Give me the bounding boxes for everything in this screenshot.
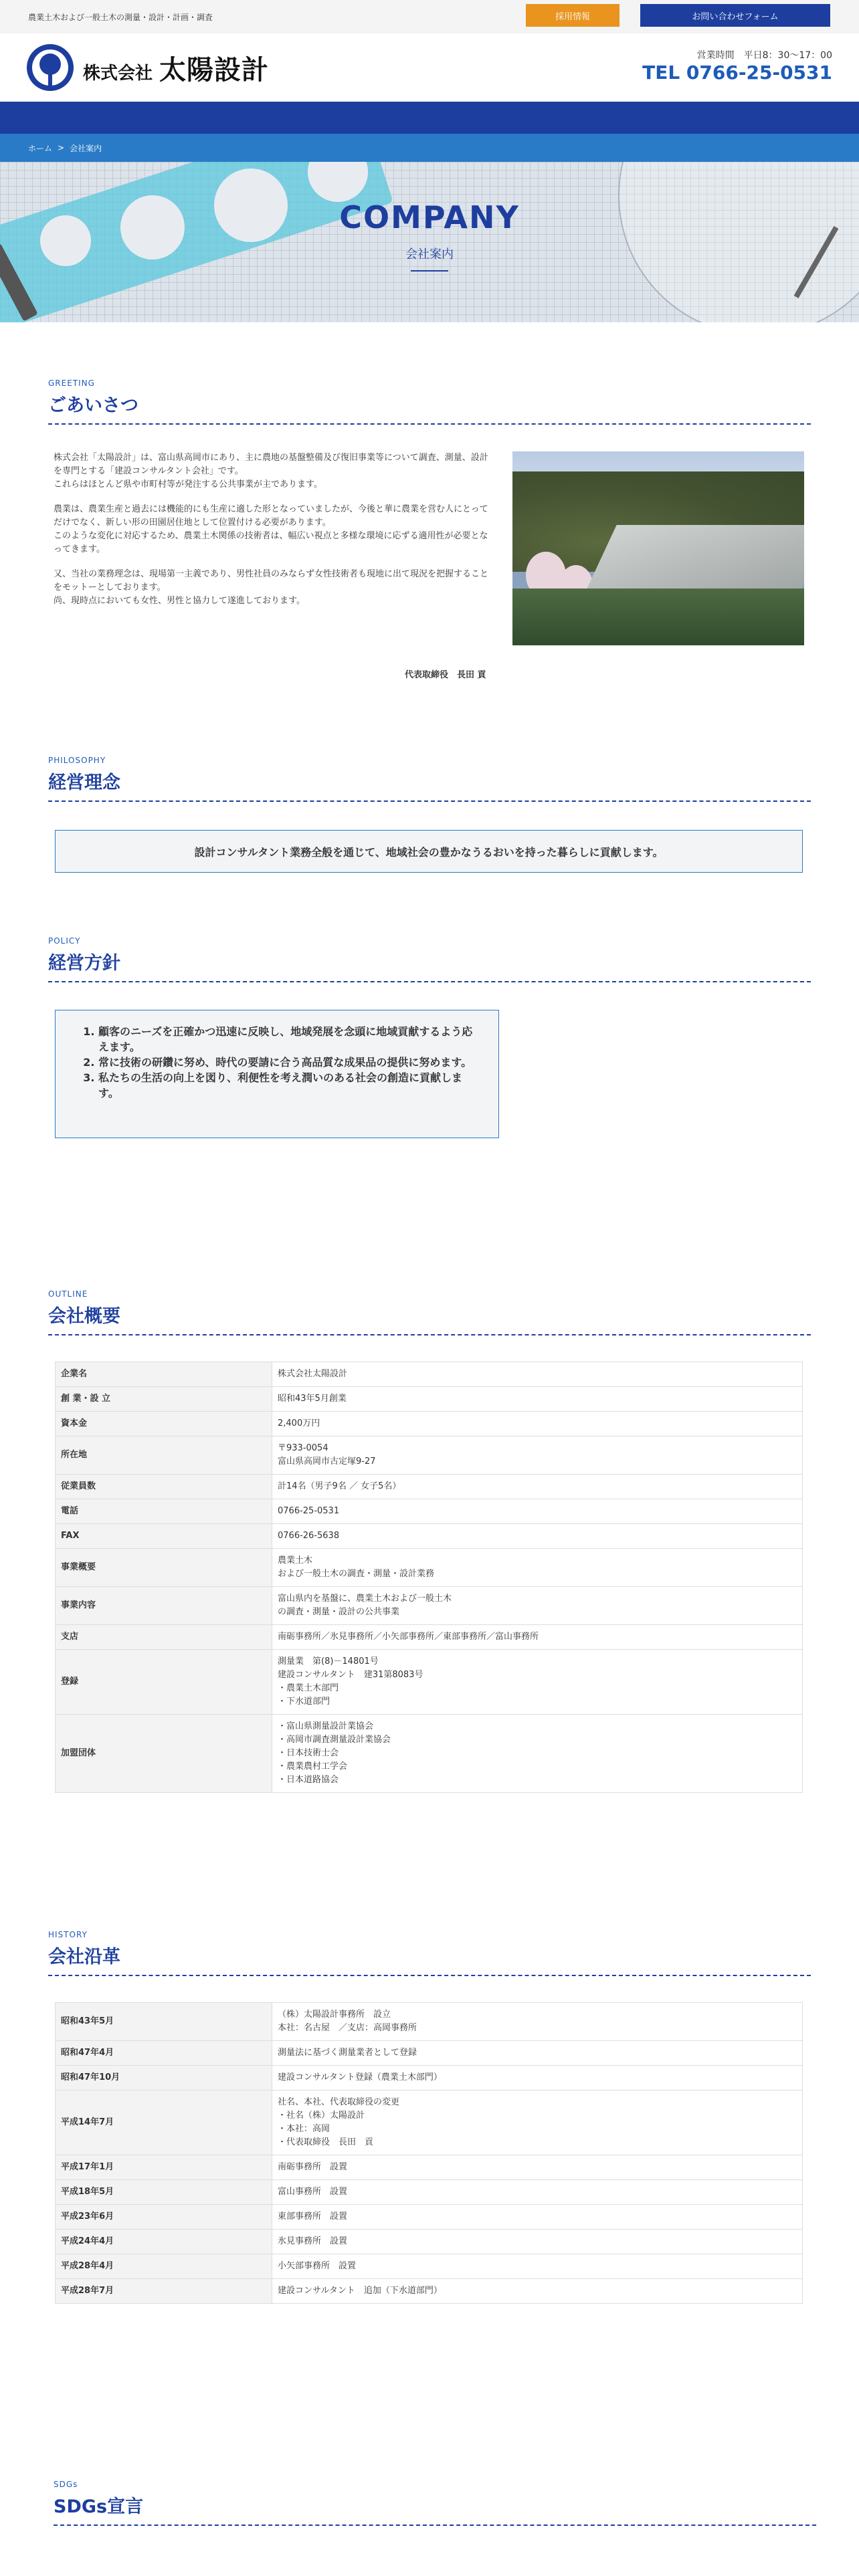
value-line: 0766-25-0531 <box>278 1506 340 1516</box>
top-bar <box>0 0 859 33</box>
section-title: 経営理念 <box>48 772 120 793</box>
row-label: 平成24年4月 <box>56 2230 272 2254</box>
table-row <box>56 2155 803 2180</box>
row-value <box>272 2254 803 2279</box>
company-history-table <box>55 2002 803 2304</box>
row-value <box>272 1650 803 1715</box>
table-row <box>56 1387 803 1412</box>
breadcrumb-separator: > <box>58 143 65 152</box>
value-line: ・富山県測量設計業協会 <box>278 1721 374 1731</box>
greeting-heading <box>48 379 811 425</box>
site-header <box>0 33 859 102</box>
sun-logo-icon <box>27 44 74 91</box>
table-row <box>56 1715 803 1793</box>
page-hero <box>0 162 859 322</box>
policy-heading <box>48 936 811 982</box>
section-title: 会社沿革 <box>48 1947 120 1967</box>
global-nav <box>0 102 859 134</box>
value-line: 南砺事務所／氷見事務所／小矢部事務所／東部事務所／富山事務所 <box>278 1632 539 1642</box>
row-label: 平成28年7月 <box>56 2279 272 2304</box>
value-line: ・本社：高岡 <box>278 2124 330 2134</box>
row-label: 従業員数 <box>56 1475 272 1499</box>
logo-prefix: 株式会社 <box>83 63 153 84</box>
row-label: 事業内容 <box>56 1587 272 1625</box>
value-line: 富山県内を基盤に、農業土木および一般土木 <box>278 1594 452 1604</box>
row-label: 昭和43年5月 <box>56 2003 272 2041</box>
value-line: ・下水道部門 <box>278 1697 330 1707</box>
table-row <box>56 1475 803 1499</box>
value-line: 測量法に基づく測量業者として登録 <box>278 2048 417 2058</box>
value-line: 2,400万円 <box>278 1418 320 1428</box>
row-label: FAX <box>56 1524 272 1549</box>
sdgs-heading <box>54 2480 816 2526</box>
row-label: 企業名 <box>56 1362 272 1387</box>
table-row <box>56 2279 803 2304</box>
section-label-en: GREETING <box>48 379 95 388</box>
page-subtitle: 会社案内 <box>405 247 454 261</box>
history-heading <box>48 1930 811 1976</box>
dam-landscape-image <box>512 451 804 645</box>
row-label: 事業概要 <box>56 1549 272 1587</box>
section-divider <box>48 800 811 802</box>
table-row <box>56 1650 803 1715</box>
row-label: 昭和47年4月 <box>56 2041 272 2066</box>
greeting-paragraph: 又、当社の業務理念は、現場第一主義であり、男性社員のみならず女性技術者も現地に出て現況を把握することをモットーとしております。 尚、現時点においても女性、男性と協力して遂進しております。 <box>54 569 489 606</box>
table-row <box>56 1499 803 1524</box>
value-line: 南砺事務所 設置 <box>278 2162 348 2172</box>
section-label-en: POLICY <box>48 936 81 946</box>
table-row <box>56 2090 803 2155</box>
recruit-button[interactable]: 採用情報 <box>526 4 619 27</box>
policy-item: 3. 私たちの生活の向上を図り、利便性を考え潤いのある社会の創造に貢献します。 <box>98 1070 482 1101</box>
row-label: 平成18年5月 <box>56 2180 272 2205</box>
value-line: 建設コンサルタント 追加（下水道部門） <box>278 2286 442 2296</box>
row-label: 平成28年4月 <box>56 2254 272 2279</box>
row-label: 登録 <box>56 1650 272 1715</box>
value-line: ・農業土木部門 <box>278 1683 339 1693</box>
phone-link[interactable]: TEL 0766-25-0531 <box>642 62 832 84</box>
value-line: ・高岡市調査測量設計業協会 <box>278 1735 391 1745</box>
philosophy-heading <box>48 756 811 802</box>
table-row <box>56 2003 803 2041</box>
value-line: 0766-26-5638 <box>278 1531 340 1541</box>
row-label: 支店 <box>56 1625 272 1650</box>
table-row <box>56 1587 803 1625</box>
section-label-en: OUTLINE <box>48 1289 88 1299</box>
row-value <box>272 2090 803 2155</box>
company-outline-table <box>55 1362 803 1793</box>
outline-heading <box>48 1289 811 1335</box>
policy-box <box>55 1010 499 1138</box>
section-title: ごあいさつ <box>48 395 138 416</box>
row-value <box>272 1715 803 1793</box>
value-line: 測量業 第(8)－14801号 <box>278 1656 379 1667</box>
section-divider <box>48 423 811 425</box>
table-row <box>56 1412 803 1436</box>
table-row <box>56 1625 803 1650</box>
row-value <box>272 1549 803 1587</box>
row-value <box>272 1524 803 1549</box>
row-value <box>272 1587 803 1625</box>
section-divider <box>48 1975 811 1976</box>
row-value <box>272 1362 803 1387</box>
table-row <box>56 2066 803 2090</box>
table-row <box>56 2230 803 2254</box>
row-label: 昭和47年10月 <box>56 2066 272 2090</box>
table-row <box>56 1524 803 1549</box>
row-label: 電話 <box>56 1499 272 1524</box>
representative-signature: 代表取締役 長田 貢 <box>405 670 486 680</box>
breadcrumb-home[interactable]: ホーム <box>28 143 53 153</box>
greeting-text <box>54 451 496 619</box>
value-line: 東部事務所 設置 <box>278 2212 348 2222</box>
value-line: ・日本技術士会 <box>278 1748 339 1758</box>
value-line: 本社：名古屋 ／支店：高岡事務所 <box>278 2023 417 2033</box>
table-row <box>56 2041 803 2066</box>
section-label-en: PHILOSOPHY <box>48 756 106 765</box>
value-line: 建設コンサルタント登録（農業土木部門） <box>278 2072 442 2082</box>
greeting-paragraph: 農業は、農業生産と過去には機能的にも生産に適した形となっていましたが、今後と華に農業を営む人にとってだけでなく、新しい形の田園居住地として位置付ける必要があります。 このような変化に対応するため、農業土木関係の技術者は、幅広い視点と多様な環境に応ずる適用性が必要となってきます。 <box>54 504 488 554</box>
row-value <box>272 1625 803 1650</box>
row-label: 平成14年7月 <box>56 2090 272 2155</box>
table-row <box>56 1362 803 1387</box>
policy-list <box>80 1024 482 1101</box>
value-line: 〒933-0054 <box>278 1443 328 1453</box>
row-value <box>272 1436 803 1475</box>
table-row <box>56 1549 803 1587</box>
row-value <box>272 2230 803 2254</box>
table-row <box>56 2254 803 2279</box>
row-value <box>272 2066 803 2090</box>
value-line: 建設コンサルタント 建31第8083号 <box>278 1670 423 1680</box>
table-row <box>56 1436 803 1475</box>
greeting-paragraph: 株式会社「太陽設計」は、富山県高岡市にあり、主に農地の基盤整備及び復旧事業等について調査、測量、設計を専門とする「建設コンサルタント会社」です。 これらはほとんど県や市町村等が発注する公共事業が主であります。 <box>54 453 488 490</box>
value-line: 氷見事務所 設置 <box>278 2236 348 2246</box>
breadcrumb-current: 会社案内 <box>70 143 102 153</box>
site-logo[interactable] <box>27 44 269 91</box>
policy-item: 2. 常に技術の研鑽に努め、時代の要請に合う高品質な成果品の提供に努めます。 <box>98 1055 482 1070</box>
row-value <box>272 1387 803 1412</box>
value-line: ・社名（株）太陽設計 <box>278 2111 365 2121</box>
value-line: 株式会社太陽設計 <box>278 1369 348 1379</box>
row-value <box>272 2180 803 2205</box>
value-line: （株）太陽設計事務所 設立 <box>278 2010 391 2020</box>
section-title: 経営方針 <box>48 953 120 974</box>
section-label-en: SDGs <box>54 2480 78 2489</box>
value-line: 農業土木 <box>278 1555 313 1566</box>
row-label: 創 業・設 立 <box>56 1387 272 1412</box>
title-underline <box>411 270 448 272</box>
section-divider <box>54 2525 816 2526</box>
page-title: COMPANY <box>339 199 520 235</box>
row-value <box>272 2279 803 2304</box>
row-value <box>272 2003 803 2041</box>
value-line: 富山県高岡市古定塚9-27 <box>278 1457 376 1467</box>
value-line: ・代表取締役 長田 貢 <box>278 2137 374 2147</box>
row-label: 資本金 <box>56 1412 272 1436</box>
section-title: 会社概要 <box>48 1306 120 1327</box>
company-history-table-wrap <box>55 2002 803 2304</box>
table-row <box>56 2205 803 2230</box>
policy-item: 1. 顧客のニーズを正確かつ迅速に反映し、地域発展を念頭に地域貢献するよう応えます。 <box>98 1024 482 1055</box>
value-line: 社名、本社、代表取締役の変更 <box>278 2097 400 2107</box>
company-outline-table-wrap <box>55 1362 803 1793</box>
value-line: 富山事務所 設置 <box>278 2187 348 2197</box>
section-divider <box>48 1334 811 1335</box>
tagline: 農業土木および一般土木の測量・設計・計画・調査 <box>28 13 213 22</box>
section-divider <box>48 981 811 982</box>
section-title: SDGs宣言 <box>54 2496 144 2517</box>
logo-name: 太陽設計 <box>159 54 270 86</box>
value-line: の調査・測量・設計の公共事業 <box>278 1607 400 1617</box>
row-value <box>272 2155 803 2180</box>
row-label: 平成17年1月 <box>56 2155 272 2180</box>
business-hours: 営業時間 平日8：30〜17：00 <box>696 50 832 61</box>
row-value <box>272 1499 803 1524</box>
value-line: 小矢部事務所 設置 <box>278 2261 357 2271</box>
value-line: ・農業農村工学会 <box>278 1761 348 1772</box>
row-value <box>272 1412 803 1436</box>
row-value <box>272 2041 803 2066</box>
philosophy-statement: 設計コンサルタント業務全般を通じて、地域社会の豊かなうるおいを持った暮らしに貢献します。 <box>55 830 803 873</box>
value-line: 計14名（男子9名 ／ 女子5名） <box>278 1481 401 1491</box>
row-label: 加盟団体 <box>56 1715 272 1793</box>
breadcrumb <box>0 134 859 162</box>
row-label: 所在地 <box>56 1436 272 1475</box>
row-value <box>272 1475 803 1499</box>
value-line: および一般土木の調査・測量・設計業務 <box>278 1569 435 1579</box>
row-value <box>272 2205 803 2230</box>
row-label: 平成23年6月 <box>56 2205 272 2230</box>
section-label-en: HISTORY <box>48 1930 88 1939</box>
value-line: 昭和43年5月創業 <box>278 1394 347 1404</box>
value-line: ・日本道路協会 <box>278 1775 339 1785</box>
contact-form-button[interactable]: お問い合わせフォーム <box>640 4 830 27</box>
protractor-decoration <box>618 162 859 322</box>
table-row <box>56 2180 803 2205</box>
